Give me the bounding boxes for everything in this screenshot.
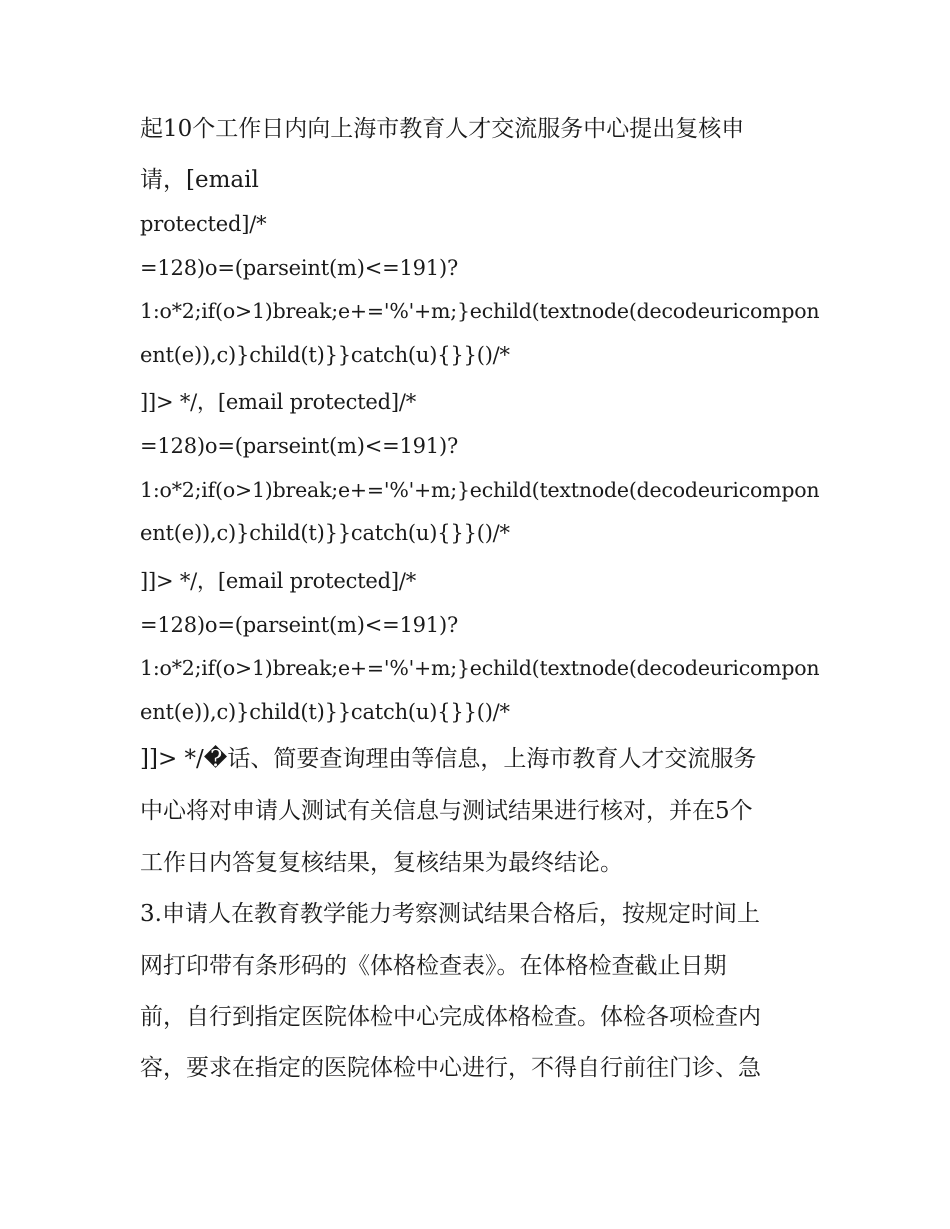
text-line: 3.申请人在教育教学能力考察测试结果合格后，按规定时间上 bbox=[140, 901, 760, 927]
text-line: 中心将对申请人测试有关信息与测试结果进行核对，并在5个 bbox=[140, 798, 753, 824]
text-line: protected]/* bbox=[140, 212, 267, 236]
text-line: 容，要求在指定的医院体检中心进行，不得自行前往门诊、急 bbox=[140, 1055, 761, 1081]
text-line: 网打印带有条形码的《体格检查表》。在体格检查截止日期 bbox=[140, 953, 727, 979]
text-line: ]]> */，[email protected]/* bbox=[140, 569, 417, 593]
text-line: 1:o*2;if(o>1)break;e+='%'+m;}echild(textnode(decodeuricompon bbox=[140, 478, 820, 502]
text-line: =128)o=(parseint(m)<=191)? bbox=[140, 613, 459, 637]
text-line: =128)o=(parseint(m)<=191)? bbox=[140, 256, 459, 280]
text-line: ]]> */�话、简要查询理由等信息，上海市教育人才交流服务 bbox=[140, 746, 757, 772]
text-line: 前，自行到指定医院体检中心完成体格检查。体检各项检查内 bbox=[140, 1004, 761, 1030]
text-line: 起10个工作日内向上海市教育人才交流服务中心提出复核申 bbox=[140, 116, 745, 142]
text-line: 工作日内答复复核结果，复核结果为最终结论。 bbox=[140, 850, 623, 876]
text-line: ]]> */，[email protected]/* bbox=[140, 390, 417, 414]
text-line: 1:o*2;if(o>1)break;e+='%'+m;}echild(textnode(decodeuricompon bbox=[140, 299, 820, 323]
text-line: ent(e)),c)}child(t)}}catch(u){}}()/* bbox=[140, 700, 510, 724]
text-line: 请，[email bbox=[140, 167, 259, 193]
text-line: 1:o*2;if(o>1)break;e+='%'+m;}echild(textnode(decodeuricompon bbox=[140, 656, 820, 680]
text-line: =128)o=(parseint(m)<=191)? bbox=[140, 434, 459, 458]
text-line: ent(e)),c)}child(t)}}catch(u){}}()/* bbox=[140, 343, 510, 367]
text-line: ent(e)),c)}child(t)}}catch(u){}}()/* bbox=[140, 521, 510, 545]
